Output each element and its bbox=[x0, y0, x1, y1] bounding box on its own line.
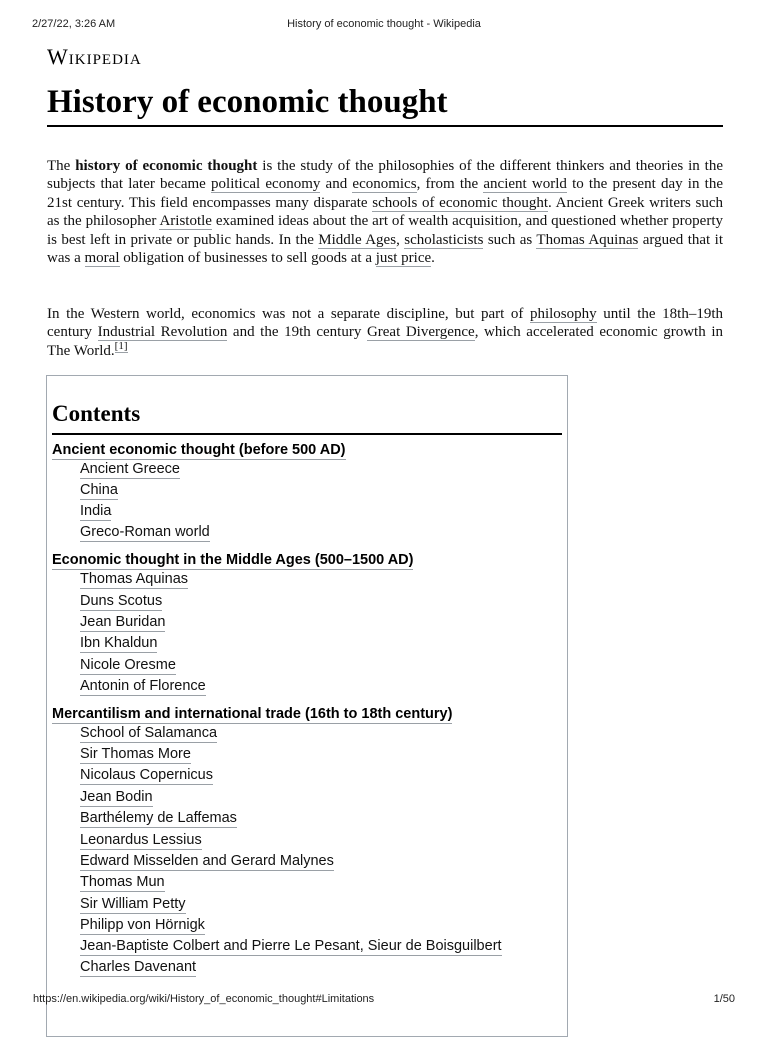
text-run: argued that it was a bbox=[47, 231, 723, 267]
text-run: and the 19th century bbox=[227, 324, 367, 341]
text-run: examined ideas about the art of wealth acquisition, and questioned whether property is best left in private or public hands. In the bbox=[47, 213, 723, 248]
link-moral[interactable]: moral bbox=[84, 250, 120, 267]
toc-divider bbox=[52, 433, 562, 435]
link-ancient-world[interactable]: ancient world bbox=[483, 176, 567, 193]
text-run: such as bbox=[483, 231, 537, 248]
toc-item[interactable]: Jean Bodin bbox=[80, 789, 153, 805]
toc-item[interactable]: India bbox=[80, 503, 112, 519]
toc-item[interactable]: Duns Scotus bbox=[80, 593, 163, 609]
link-thomas-aquinas[interactable]: Thomas Aquinas bbox=[536, 231, 639, 248]
wikipedia-wordmark[interactable]: Wikipedia bbox=[47, 44, 142, 69]
print-datetime: 2/27/22, 3:26 AM bbox=[32, 18, 116, 30]
bold-term: history of economic thought bbox=[75, 158, 258, 174]
text-run: The bbox=[47, 158, 76, 174]
title-divider bbox=[47, 125, 723, 127]
toc-item[interactable]: Ancient Greece bbox=[80, 461, 180, 477]
text-run: and bbox=[320, 176, 353, 193]
link-economics[interactable]: economics bbox=[352, 176, 417, 193]
print-url: https://en.wikipedia.org/wiki/History_of_economic_thought#Limitations bbox=[33, 993, 375, 1005]
link-philosophy[interactable]: philosophy bbox=[529, 306, 597, 322]
toc-item[interactable]: Ibn Khaldun bbox=[80, 635, 158, 651]
toc-item[interactable]: Leonardus Lessius bbox=[80, 832, 202, 848]
print-footer bbox=[0, 993, 768, 1009]
toc-item[interactable]: China bbox=[80, 482, 118, 498]
toc-item[interactable]: Antonin of Florence bbox=[80, 678, 206, 694]
toc-item[interactable]: Sir William Petty bbox=[80, 896, 186, 912]
toc-item[interactable]: Nicole Oresme bbox=[80, 657, 176, 673]
lead-paragraph-2 bbox=[47, 305, 723, 360]
link-political-economy[interactable]: political economy bbox=[211, 176, 321, 193]
text-run: , which accelerated economic growth in The World. bbox=[47, 324, 723, 359]
table-of-contents bbox=[46, 375, 568, 1037]
text-run: obligation of businesses to sell goods at a bbox=[119, 250, 376, 267]
text-run: , bbox=[396, 231, 405, 248]
reference-link[interactable]: [1] bbox=[114, 339, 128, 352]
text-run: . Ancient Greek writers such as the philosopher bbox=[47, 194, 724, 230]
toc-item[interactable]: Thomas Aquinas bbox=[80, 571, 189, 587]
toc-item[interactable]: Jean-Baptiste Colbert and Pierre Le Pesant, Sieur de Boisguilbert bbox=[80, 938, 502, 954]
toc-item[interactable]: Barthélemy de Laffemas bbox=[80, 810, 237, 826]
page-title: History of economic thought bbox=[47, 84, 448, 120]
link-industrial-revolution[interactable]: Industrial Revolution bbox=[97, 324, 228, 341]
print-doc-title: History of economic thought - Wikipedia bbox=[287, 18, 481, 30]
text-run: to the present day in the 21st century. This field encompasses many disparate bbox=[47, 176, 723, 211]
toc-section-ancient[interactable]: Ancient economic thought (before 500 AD) bbox=[52, 442, 346, 458]
text-run: until the 18th–19th century bbox=[47, 306, 723, 341]
lead-paragraph-1 bbox=[47, 157, 723, 267]
print-page-number: 1/50 bbox=[713, 993, 735, 1005]
toc-item[interactable]: Nicolaus Copernicus bbox=[80, 767, 213, 783]
toc-section-mercantilism[interactable]: Mercantilism and international trade (16th to 18th century) bbox=[52, 706, 453, 722]
toc-item[interactable]: Jean Buridan bbox=[80, 614, 166, 630]
toc-item[interactable]: Sir Thomas More bbox=[80, 746, 191, 762]
toc-item[interactable]: Greco-Roman world bbox=[80, 524, 210, 540]
toc-title: Contents bbox=[52, 401, 141, 426]
text-run: is the study of the philosophies of the different thinkers and theories in the subjects that later became bbox=[47, 158, 723, 193]
toc-item[interactable]: Edward Misselden and Gerard Malynes bbox=[80, 853, 334, 869]
link-scholasticists[interactable]: scholasticists bbox=[404, 231, 484, 248]
link-middle-ages[interactable]: Middle Ages bbox=[318, 231, 397, 248]
toc-section-middle-ages[interactable]: Economic thought in the Middle Ages (500–1500 AD) bbox=[52, 552, 414, 568]
link-just-price[interactable]: just price bbox=[375, 250, 432, 267]
text-run: . bbox=[431, 250, 435, 267]
toc-item[interactable]: School of Salamanca bbox=[80, 725, 218, 741]
link-great-divergence[interactable]: Great Divergence bbox=[366, 324, 475, 341]
text-run: , from the bbox=[416, 176, 484, 193]
link-aristotle[interactable]: Aristotle bbox=[159, 213, 212, 230]
toc-item[interactable]: Philipp von Hörnigk bbox=[80, 917, 205, 933]
text-run: In the Western world, economics was not a separate discipline, but part of bbox=[47, 306, 530, 322]
print-header bbox=[0, 14, 768, 30]
link-schools-of-economic-thought[interactable]: schools of economic thought bbox=[372, 194, 549, 211]
toc-item[interactable]: Charles Davenant bbox=[80, 959, 197, 975]
toc-item[interactable]: Thomas Mun bbox=[80, 874, 165, 890]
